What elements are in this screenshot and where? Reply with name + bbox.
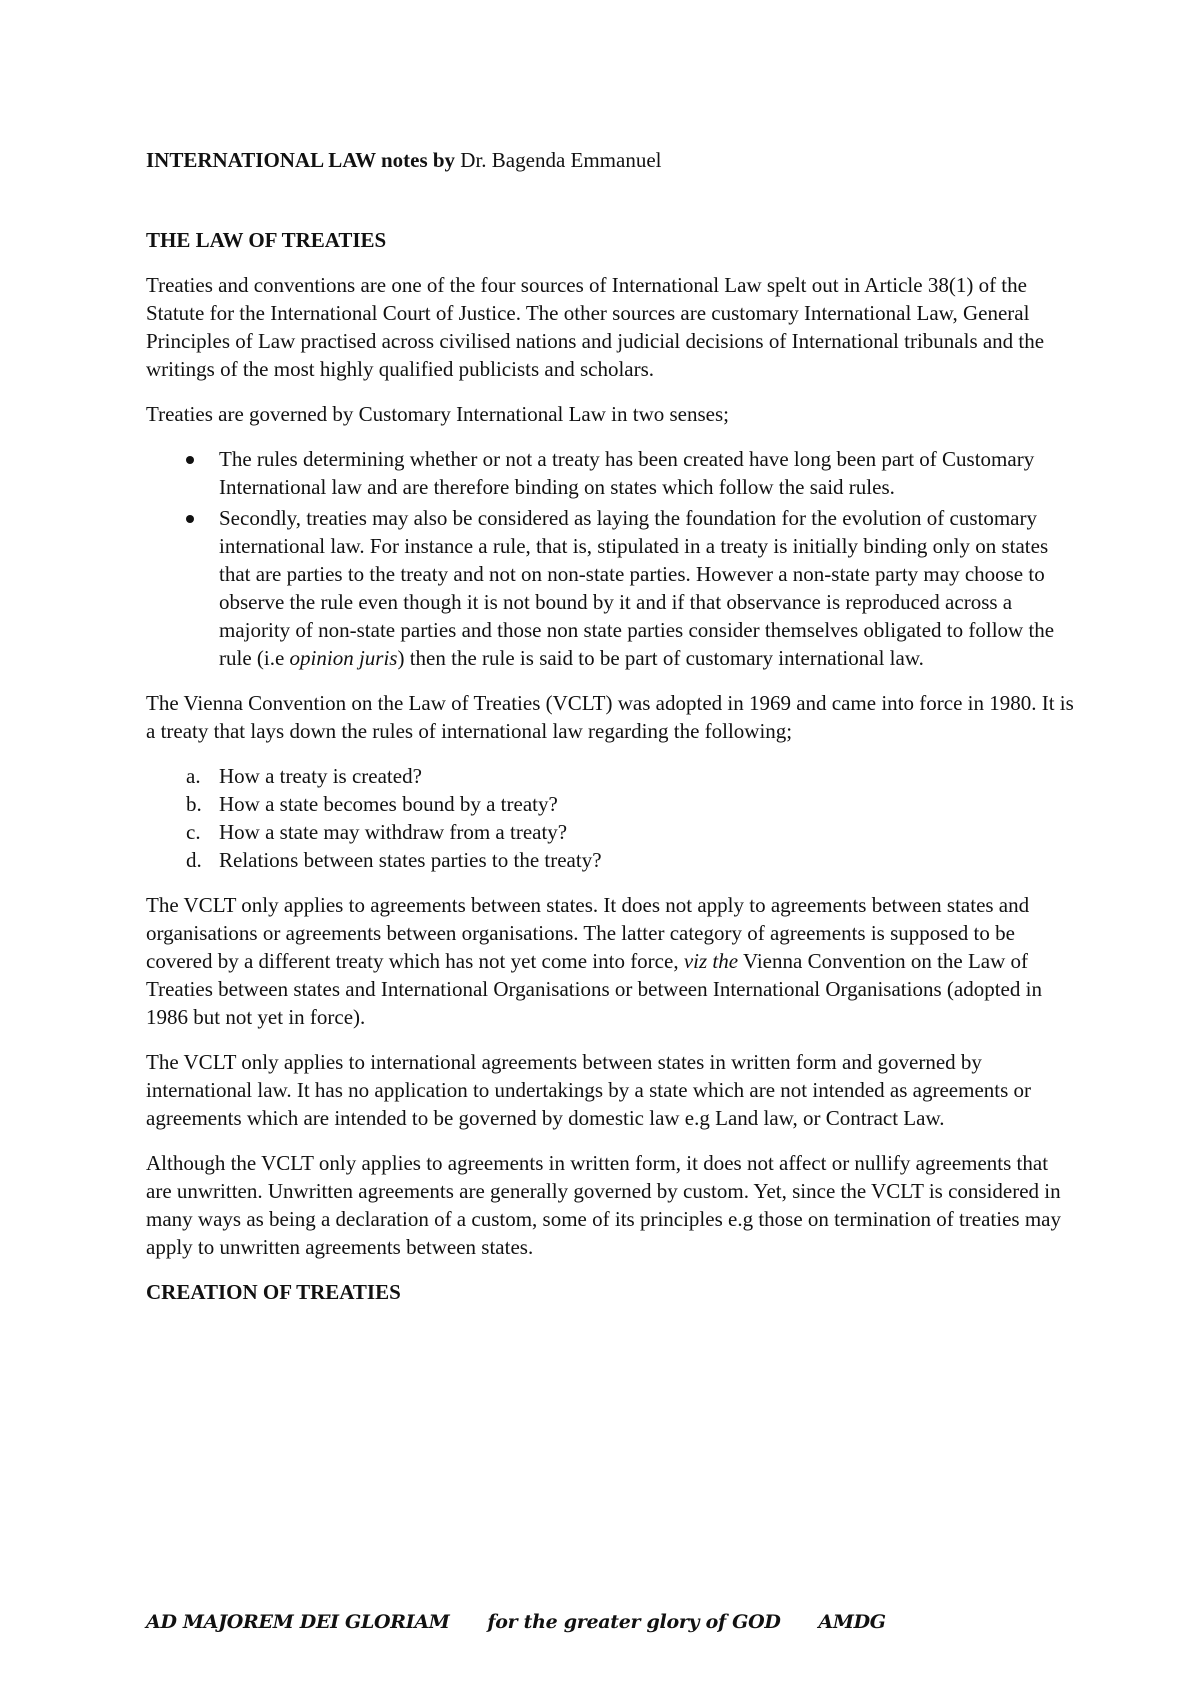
list-item <box>146 818 1076 846</box>
paragraph-text-after: Vienna Convention on the Law of Treaties between states and International Organisations or between International Organisations (adopted in 1986 but not yet in force). <box>146 949 1042 1029</box>
list-item-text: Relations between states parties to the treaty? <box>219 848 602 872</box>
bullet-italic-term: opinion juris <box>289 646 398 670</box>
bullet-icon <box>186 456 194 464</box>
page-footer: AD MAJOREM DEI GLORIAM for the greater glory of GOD AMDG <box>146 1611 886 1633</box>
title-author: Dr. Bagenda Emmanuel <box>460 148 662 172</box>
paragraph-sources: Treaties and conventions are one of the four sources of International Law spelt out in Article 38(1) of the Statute for the International Court of Justice. The other sources are customary International Law, General Principles of Law practised across civilised nations and judicial decisions of International tribunals and the writings of the most highly qualified publicists and scholars. <box>146 273 1045 381</box>
document-title <box>146 146 1076 174</box>
heading-creation-of-treaties: CREATION OF TREATIES <box>146 1280 401 1304</box>
list-item <box>146 790 1076 818</box>
list-marker: c. <box>186 820 201 844</box>
list-marker: b. <box>186 792 202 816</box>
bullet-list <box>146 445 1076 672</box>
paragraph-text-before: The VCLT only applies to agreements between states. It does not apply to agreements between states and organisations or agreements between organisations. The latter category of agreements is supposed to be covered by a different treaty which has not yet come into force, <box>146 893 1030 973</box>
paragraph-italic-term: viz the <box>683 949 739 973</box>
list-marker: d. <box>186 848 202 872</box>
bullet-item <box>146 504 1076 672</box>
bullet-item <box>146 445 1076 501</box>
bullet-text-before: Secondly, treaties may also be considered as laying the foundation for the evolution of customary international law. For instance a rule, that is, stipulated in a treaty is initially binding only on states that are parties to the treaty and not on non-state parties. However a non-state party may choose to observe the rule even though it is not bound by it and if that observance is reproduced across a majority of non-state parties and those non state parties consider themselves obligated to follow the rule (i.e <box>219 506 1055 670</box>
list-item-text: How a state may withdraw from a treaty? <box>219 820 568 844</box>
list-item-text: How a state becomes bound by a treaty? <box>219 792 558 816</box>
list-item <box>146 846 1076 874</box>
bullet-text: The rules determining whether or not a treaty has been created have long been part of Customary International law and are therefore binding on states which follow the said rules. <box>219 447 1035 499</box>
paragraph-vclt-intro: The Vienna Convention on the Law of Treaties (VCLT) was adopted in 1969 and came into force in 1980. It is a treaty that lays down the rules of international law regarding the following; <box>146 691 1074 743</box>
title-bold-text: INTERNATIONAL LAW notes by <box>146 148 456 172</box>
list-item-text: How a treaty is created? <box>219 764 422 788</box>
paragraph-unwritten: Although the VCLT only applies to agreements in written form, it does not affect or nullify agreements that are unwritten. Unwritten agreements are generally governed by custom. Yet, since the VCLT is considered in many ways as being a declaration of a custom, some of its principles e.g those on termination of treaties may apply to unwritten agreements between states. <box>146 1151 1061 1259</box>
document-body <box>146 146 1076 1306</box>
list-item <box>146 762 1076 790</box>
list-marker: a. <box>186 764 201 788</box>
heading-law-of-treaties: THE LAW OF TREATIES <box>146 228 387 252</box>
paragraph-written-form: The VCLT only applies to international agreements between states in written form and governed by international law. It has no application to undertakings by a state which are not intended as agreements or agreements which are intended to be governed by domestic law e.g Land law, or Contract Law. <box>146 1050 1032 1130</box>
lettered-list <box>146 762 1076 874</box>
bullet-icon <box>186 515 194 523</box>
bullet-text-after: ) then the rule is said to be part of customary international law. <box>397 646 924 670</box>
paragraph-vclt-scope <box>146 891 1076 1031</box>
paragraph-two-senses: Treaties are governed by Customary International Law in two senses; <box>146 402 729 426</box>
